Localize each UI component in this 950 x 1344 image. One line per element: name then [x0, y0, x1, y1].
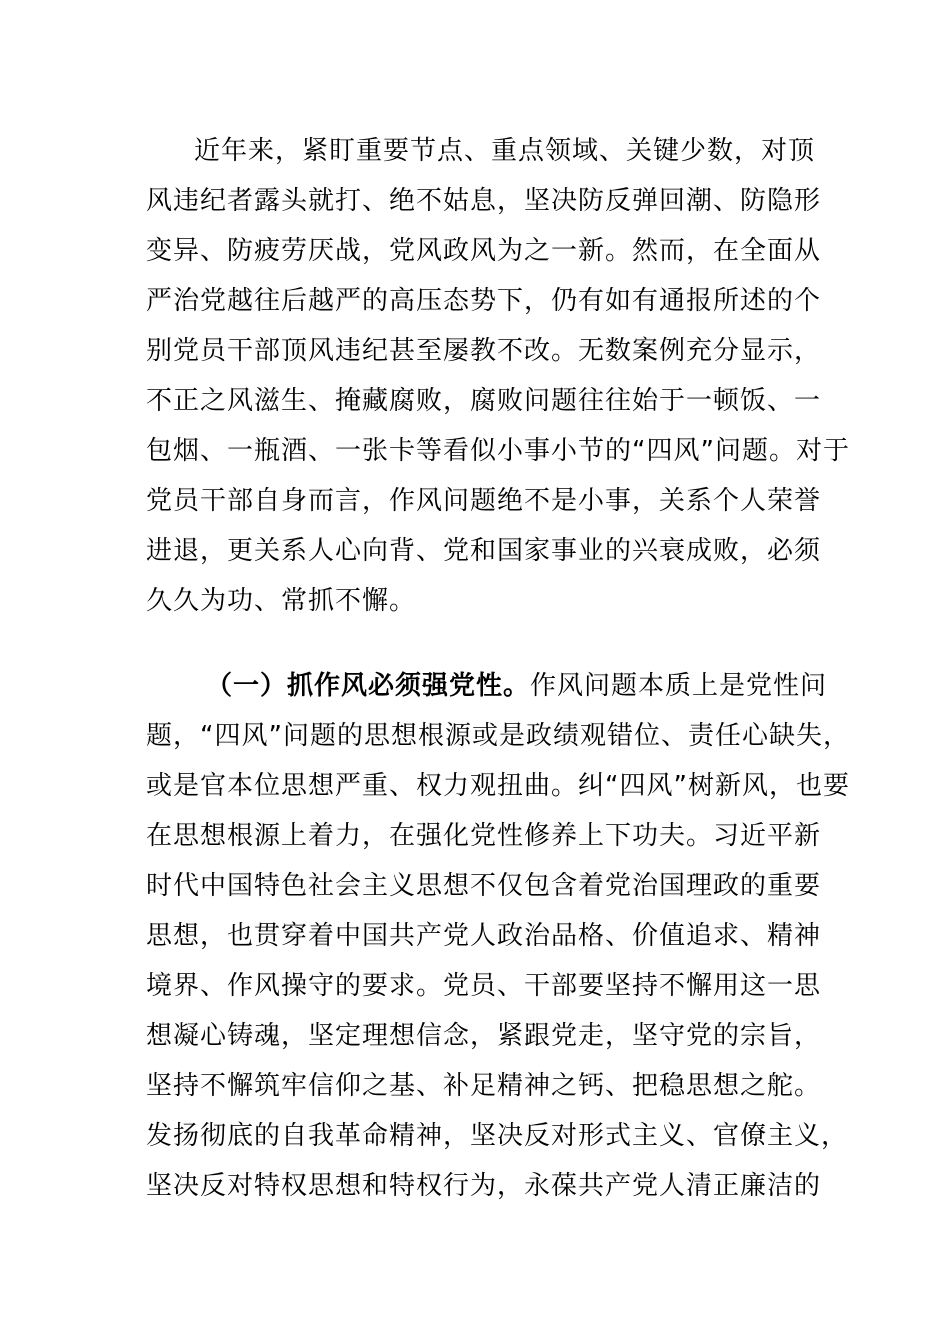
text-line: 坚决反对特权思想和特权行为，永葆共产党人清正廉洁的 [146, 1171, 822, 1201]
text-run: 作风问题本质上是党性问 [530, 671, 828, 701]
paragraph-intro [146, 126, 850, 626]
text-line: 包烟、一瓶酒、一张卡等看似小事小节的“四风”问题。对于 [146, 436, 850, 466]
text-line: 思想，也贯穿着中国共产党人政治品格、价值追求、精神 [146, 921, 822, 951]
text-line: 久久为功、常抓不懈。 [146, 586, 417, 616]
text-line: 想凝心铸魂，坚定理想信念，紧跟党走，坚守党的宗旨， [146, 1021, 822, 1051]
text-line: 风违纪者露头就打、绝不姑息，坚决防反弹回潮、防隐形 [146, 186, 822, 216]
text-line: 近年来，紧盯重要节点、重点领域、关键少数，对顶 [194, 136, 816, 166]
paragraph-section-1 [146, 661, 850, 1211]
text-line: 别党员干部顶风违纪甚至屡教不改。无数案例充分显示， [146, 336, 822, 366]
text-line: 时代中国特色社会主义思想不仅包含着党治国理政的重要 [146, 871, 822, 901]
text-line [146, 661, 828, 711]
text-line: 境界、作风操守的要求。党员、干部要坚持不懈用这一思 [146, 971, 822, 1001]
text-line: 进退，更关系人心向背、党和国家事业的兴衰成败，必须 [146, 536, 822, 566]
text-line: 在思想根源上着力，在强化党性修养上下功夫。习近平新 [146, 821, 822, 851]
section-heading: （一）抓作风必须强党性。 [206, 671, 531, 701]
text-line: 题，“四风”问题的思想根源或是政绩观错位、责任心缺失， [146, 721, 850, 751]
text-line: 或是官本位思想严重、权力观扭曲。纠“四风”树新风，也要 [146, 771, 850, 801]
text-line: 变异、防疲劳厌战，党风政风为之一新。然而，在全面从 [146, 236, 822, 266]
text-line: 坚持不懈筑牢信仰之基、补足精神之钙、把稳思想之舵。 [146, 1071, 822, 1101]
text-line: 不正之风滋生、掩藏腐败，腐败问题往往始于一顿饭、一 [146, 386, 822, 416]
text-line: 严治党越往后越严的高压态势下，仍有如有通报所述的个 [146, 286, 822, 316]
text-line: 党员干部自身而言，作风问题绝不是小事，关系个人荣誉 [146, 486, 822, 516]
text-line: 发扬彻底的自我革命精神，坚决反对形式主义、官僚主义， [146, 1121, 849, 1151]
